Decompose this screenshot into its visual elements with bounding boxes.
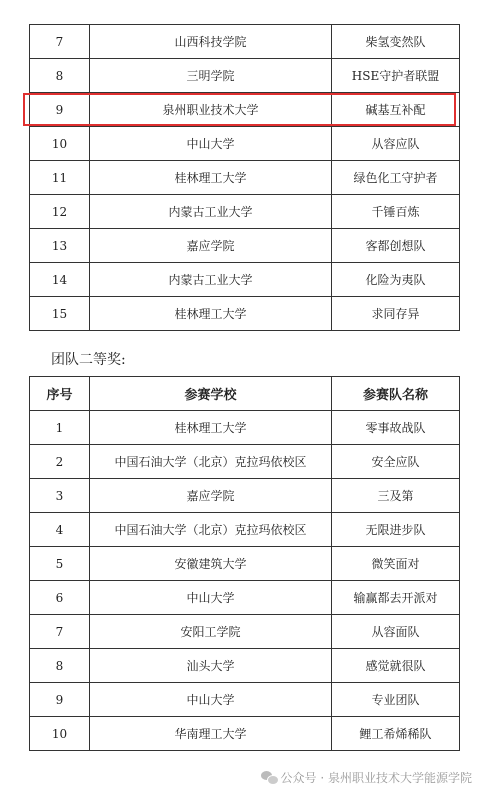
section-title: 团队二等奖: [51, 352, 126, 368]
award-table-second-prize [29, 376, 460, 751]
team-cell: 零事故战队 [332, 411, 460, 445]
school-cell: 三明学院 [90, 59, 332, 93]
wechat-icon [261, 771, 277, 784]
watermark-text: 公众号 · 泉州职业技术大学能源学院 [280, 771, 472, 785]
rank-cell: 7 [30, 25, 90, 59]
school-cell: 山西科技学院 [90, 25, 332, 59]
rank-cell: 4 [30, 513, 90, 547]
team-cell: HSE守护者联盟 [332, 59, 460, 93]
school-cell: 中山大学 [90, 581, 332, 615]
school-cell: 桂林理工大学 [90, 297, 332, 331]
table-row [30, 195, 460, 229]
award-table-first-prize-continued [29, 24, 460, 331]
table-row [30, 411, 460, 445]
team-cell: 客都创想队 [332, 229, 460, 263]
table-header-row [30, 377, 460, 411]
table-row [30, 683, 460, 717]
table-row [30, 229, 460, 263]
team-cell: 求同存异 [332, 297, 460, 331]
school-cell: 内蒙古工业大学 [90, 263, 332, 297]
school-cell: 中国石油大学（北京）克拉玛依校区 [90, 445, 332, 479]
table-row [30, 263, 460, 297]
school-cell: 中山大学 [90, 127, 332, 161]
team-cell: 微笑面对 [332, 547, 460, 581]
header-school: 参赛学校 [90, 377, 332, 411]
rank-cell: 10 [30, 127, 90, 161]
school-cell: 中山大学 [90, 683, 332, 717]
table-row [30, 161, 460, 195]
school-cell: 内蒙古工业大学 [90, 195, 332, 229]
team-cell: 鲤工希烯稀队 [332, 717, 460, 751]
table-row [30, 717, 460, 751]
team-cell: 绿色化工守护者 [332, 161, 460, 195]
table-row [30, 479, 460, 513]
rank-cell: 8 [30, 59, 90, 93]
rank-cell: 1 [30, 411, 90, 445]
school-cell: 安阳工学院 [90, 615, 332, 649]
school-cell: 华南理工大学 [90, 717, 332, 751]
header-rank: 序号 [30, 377, 90, 411]
rank-cell: 14 [30, 263, 90, 297]
rank-cell: 5 [30, 547, 90, 581]
table-row [30, 25, 460, 59]
team-cell: 柴氢变然队 [332, 25, 460, 59]
school-cell: 安徽建筑大学 [90, 547, 332, 581]
team-cell: 无限进步队 [332, 513, 460, 547]
school-cell: 嘉应学院 [90, 229, 332, 263]
rank-cell: 8 [30, 649, 90, 683]
team-cell: 感觉就很队 [332, 649, 460, 683]
table-row [30, 297, 460, 331]
table-row [30, 445, 460, 479]
table-row-highlighted [30, 93, 460, 127]
school-cell: 泉州职业技术大学 [90, 93, 332, 127]
rank-cell: 9 [30, 93, 90, 127]
school-cell: 中国石油大学（北京）克拉玛依校区 [90, 513, 332, 547]
team-cell: 输赢都去开派对 [332, 581, 460, 615]
table-row [30, 581, 460, 615]
rank-cell: 2 [30, 445, 90, 479]
rank-cell: 6 [30, 581, 90, 615]
school-cell: 桂林理工大学 [90, 411, 332, 445]
team-cell: 专业团队 [332, 683, 460, 717]
table-row [30, 59, 460, 93]
rank-cell: 15 [30, 297, 90, 331]
rank-cell: 10 [30, 717, 90, 751]
school-cell: 嘉应学院 [90, 479, 332, 513]
rank-cell: 13 [30, 229, 90, 263]
table-row [30, 547, 460, 581]
watermark [261, 769, 472, 786]
header-team: 参赛队名称 [332, 377, 460, 411]
team-cell: 化险为夷队 [332, 263, 460, 297]
rank-cell: 9 [30, 683, 90, 717]
team-cell: 三及第 [332, 479, 460, 513]
team-cell: 从容面队 [332, 615, 460, 649]
rank-cell: 12 [30, 195, 90, 229]
rank-cell: 7 [30, 615, 90, 649]
team-cell: 碱基互补配 [332, 93, 460, 127]
team-cell: 安全应队 [332, 445, 460, 479]
rank-cell: 3 [30, 479, 90, 513]
table-row [30, 615, 460, 649]
table-row [30, 513, 460, 547]
team-cell: 千锤百炼 [332, 195, 460, 229]
table-row [30, 127, 460, 161]
rank-cell: 11 [30, 161, 90, 195]
table-row [30, 649, 460, 683]
team-cell: 从容应队 [332, 127, 460, 161]
school-cell: 桂林理工大学 [90, 161, 332, 195]
school-cell: 汕头大学 [90, 649, 332, 683]
